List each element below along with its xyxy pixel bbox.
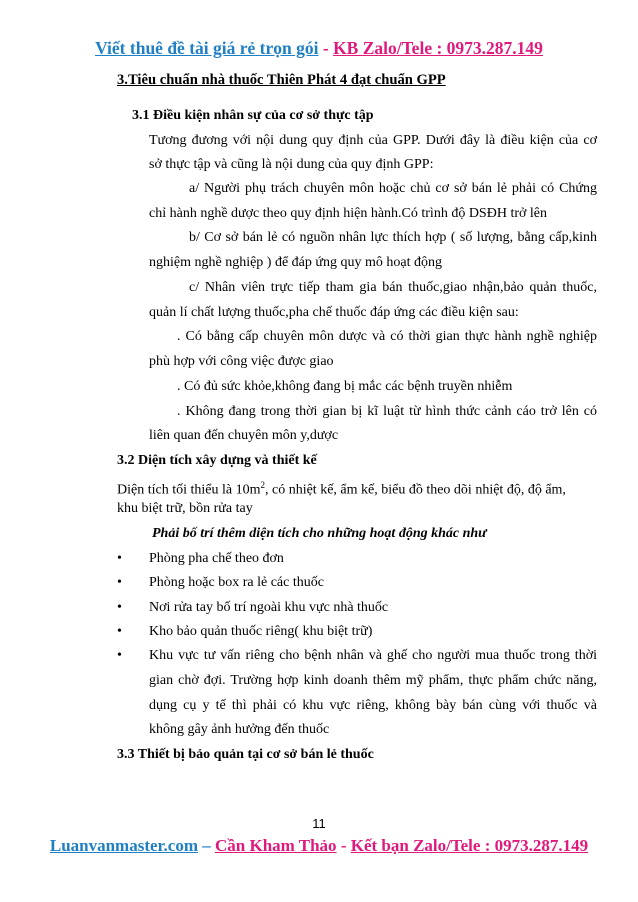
paragraph-line: Tương đương với nội dung quy định của GPP. Dưới đây là điều kiện của cơ bbox=[149, 133, 597, 148]
footer-contact-link[interactable]: Kết bạn Zalo/Tele : 0973.287.149 bbox=[350, 836, 589, 855]
footer-site-link[interactable]: Luanvanmaster.com bbox=[49, 836, 198, 855]
header-separator: - bbox=[318, 38, 334, 58]
paragraph-line: . Có đủ sức khỏe,không đang bị mắc các bệnh truyền nhiễm bbox=[177, 379, 513, 394]
subsection-3-1-title: 3.1 Điều kiện nhân sự của cơ sở thực tập bbox=[132, 108, 374, 123]
list-item: Khu vực tư vấn riêng cho bệnh nhân và ghế cho người mua thuốc trong thời bbox=[149, 648, 597, 663]
paragraph-line: . Có bằng cấp chuyên môn dược và có thời gian thực hành nghề nghiệp bbox=[177, 329, 597, 344]
paragraph-line bbox=[117, 477, 566, 499]
list-item: Phòng hoặc box ra lẻ các thuốc bbox=[149, 575, 324, 590]
header-contact[interactable]: KB Zalo/Tele : 0973.287.149 bbox=[333, 38, 543, 58]
bullet-icon: • bbox=[117, 575, 122, 590]
list-item: Kho bảo quản thuốc riêng( khu biệt trữ) bbox=[149, 624, 373, 639]
list-item-continuation: gian chờ đợi. Trường hợp kinh doanh thêm mỹ phẩm, thực phẩm chức năng, bbox=[149, 673, 597, 688]
paragraph-line: . Không đang trong thời gian bị kĩ luật từ hình thức cảnh cáo trở lên có bbox=[177, 404, 597, 419]
header-link[interactable]: Viết thuê đề tài giá rẻ trọn gói bbox=[95, 38, 319, 58]
bullet-icon: • bbox=[117, 600, 122, 615]
paragraph-line: chỉ hành nghề dược theo quy định hiện hành.Có trình độ DSĐH trở lên bbox=[149, 206, 548, 221]
paragraph-line: khu biệt trữ, bồn rửa tay bbox=[117, 501, 253, 516]
section-title: 3.Tiêu chuẩn nhà thuốc Thiên Phát 4 đạt chuẩn GPP bbox=[117, 72, 446, 88]
paragraph-line: phù hợp với công việc được giao bbox=[149, 354, 334, 369]
list-item-continuation: không gây ảnh hưởng đến thuốc bbox=[149, 722, 330, 737]
paragraph-line: nghiệm nghề nghiệp ) để đáp ứng quy mô hoạt động bbox=[149, 255, 442, 270]
paragraph-line: b/ Cơ sở bán lẻ có nguồn nhân lực thích hợp ( số lượng, bằng cấp,kinh bbox=[189, 230, 597, 245]
area-superscript: 2 bbox=[260, 480, 265, 490]
list-item-continuation: dụng cụ y tế thì phải có khu vực riêng, không bày bán cùng với thuốc và bbox=[149, 698, 597, 713]
paragraph-line: c/ Nhân viên trực tiếp tham gia bán thuốc,giao nhận,bảo quản thuốc, bbox=[189, 280, 597, 295]
paragraph-line: quản lí chất lượng thuốc,pha chế thuốc đáp ứng các điều kiện sau: bbox=[149, 305, 519, 320]
subsection-3-3-title: 3.3 Thiết bị bảo quản tại cơ sở bán lẻ thuốc bbox=[117, 747, 374, 762]
bullet-icon: • bbox=[117, 551, 122, 566]
subsection-3-2-title: 3.2 Diện tích xây dựng và thiết kế bbox=[117, 453, 317, 468]
area-text-rest: , có nhiệt kế, ẩm kế, biểu đồ theo dõi nhiệt độ, độ ẩm, bbox=[264, 482, 566, 498]
paragraph-line: a/ Người phụ trách chuyên môn hoặc chủ cơ sở bán lẻ phải có Chứng bbox=[189, 181, 597, 196]
bullet-icon: • bbox=[117, 624, 122, 639]
footer-dash: – bbox=[198, 836, 215, 855]
page-footer bbox=[0, 836, 638, 856]
page-number: 11 bbox=[312, 816, 326, 831]
footer-separator: - bbox=[336, 836, 351, 855]
area-text: Diện tích tối thiểu là 10m bbox=[117, 482, 261, 498]
page-header bbox=[0, 38, 638, 59]
paragraph-line: liên quan đến chuyên môn y,dược bbox=[149, 428, 339, 443]
list-item: Nơi rửa tay bố trí ngoài khu vực nhà thuốc bbox=[149, 600, 389, 615]
bullet-icon: • bbox=[117, 648, 122, 663]
italic-heading: Phải bố trí thêm diện tích cho những hoạt động khác như bbox=[152, 526, 487, 541]
footer-name-link[interactable]: Cần Kham Thảo bbox=[215, 836, 337, 855]
list-item: Phòng pha chế theo đơn bbox=[149, 551, 284, 566]
paragraph-line: sở thực tập và cũng là nội dung của quy định GPP: bbox=[149, 157, 434, 172]
